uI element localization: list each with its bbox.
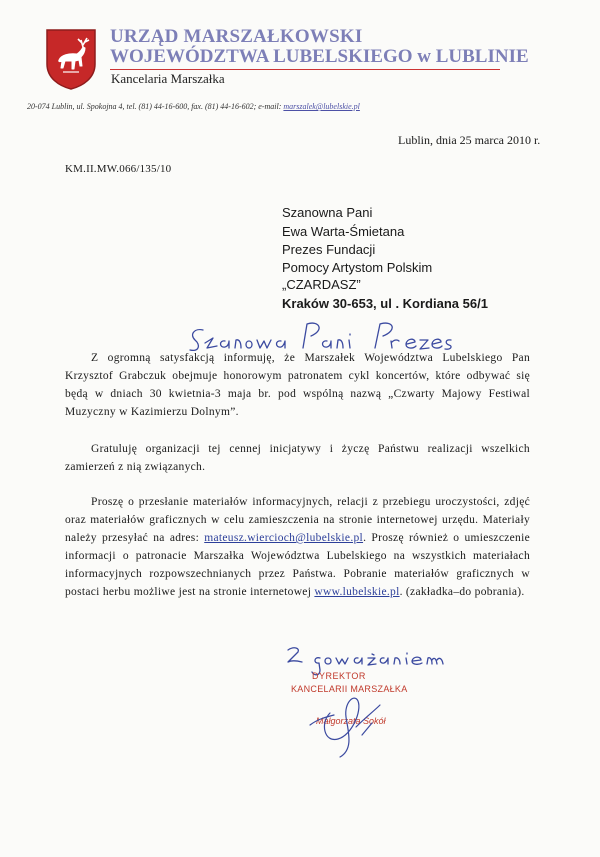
recipient-foundation-name: „CZARDASZ”	[282, 277, 361, 292]
recipient-foundation: Pomocy Artystom Polskim	[282, 260, 433, 275]
contact-line	[27, 102, 360, 111]
recipient-title: Prezes Fundacji	[282, 242, 376, 257]
recipient-salutation: Szanowna Pani	[282, 205, 373, 220]
reference-number: KM.II.MW.066/135/10	[65, 163, 172, 175]
lublin-voivodeship-crest-icon	[45, 28, 97, 90]
body-paragraph-3: Proszę o przesłanie materiałów informacyjnych, relacji z przebiegu uroczystości, zdjęć oraz materiałów graficznych w celu zamieszczenia na stronie internetowej urzędu. Materiały należy przesyłać na adres: mateusz.wiercioch@lubelskie.pl. Proszę również o umieszczenie informacji o patronacie Marszałka Województwa Lubelskiego na wszystkich materiałach informacyjnych rozpowszechnianych przez Państwa. Pobranie materiałów graficznych w postaci herbu możliwe jest na stronie internetowej www.lubelskie.pl. (zakładka–do pobrania).	[65, 496, 531, 598]
organization-name-line2: WOJEWÓDZTWA LUBELSKIEGO w LUBLINIE	[110, 46, 529, 67]
contact-address: 20-074 Lublin, ul. Spokojna 4, tel. (81) 44-16-600, fax. (81) 44-16-602; e-mail:	[27, 102, 284, 111]
letter-date: Lublin, dnia 25 marca 2010 r.	[398, 133, 541, 147]
stamp-name: Małgorzata Sokół	[316, 716, 386, 726]
contact-email-link[interactable]: mateusz.wiercioch@lubelskie.pl	[204, 532, 364, 544]
organization-name-line1: URZĄD MARSZAŁKOWSKI	[110, 26, 363, 47]
letterhead-divider	[110, 69, 500, 70]
body-paragraph-2: Gratuluję organizacji tej cennej inicjatywy i życzę Państwu realizacji wszelkich zamierzeń z nią związanych.	[65, 443, 530, 473]
website-link[interactable]: www.lubelskie.pl	[314, 586, 400, 598]
body-paragraph-1: Z ogromną satysfakcją informuję, że Marszałek Województwa Lubelskiego Pan Krzysztof Grabczuk obejmuje honorowym patronatem cykl koncertów, które odbywać się będą w dniach 30 kwietnia-3 maja br. pod wspólną nazwą „Czwarty Majowy Festiwal Muzyczny w Kazimierzu Dolnym”.	[65, 352, 530, 418]
office-name: Kancelaria Marszałka	[111, 71, 225, 86]
recipient-address: Kraków 30-653, ul . Kordiana 56/1	[282, 296, 488, 311]
stamp-title: DYREKTOR	[312, 671, 366, 681]
handwritten-signature	[300, 665, 420, 760]
contact-email-link[interactable]: marszalek@lubelskie.pl	[283, 102, 360, 111]
stamp-office: KANCELARII MARSZAŁKA	[291, 684, 408, 694]
recipient-name: Ewa Warta-Śmietana	[282, 224, 405, 239]
